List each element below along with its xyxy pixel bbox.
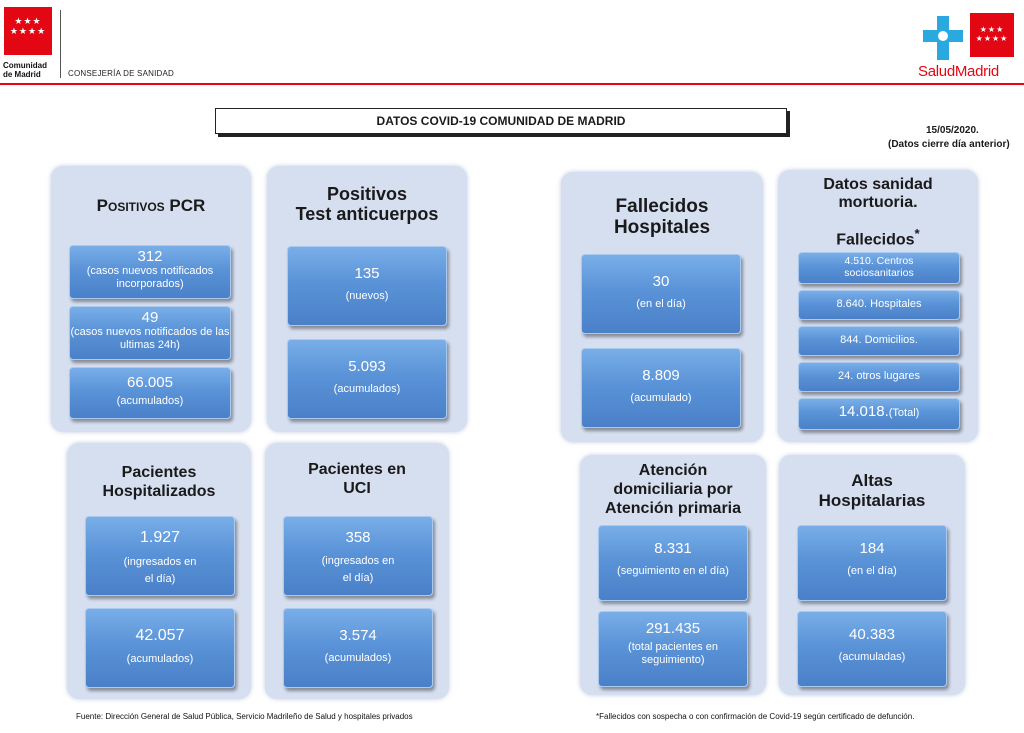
comunidad-madrid-name: Comunidad de Madrid [3,61,47,79]
panel-pacientes-hospitalizados [67,443,251,699]
panel-positivos-pcr [51,166,251,432]
stars-icon: ★★★ ★★★★ [975,25,1009,43]
stat-altas-dia: 184 (en el día) [797,525,947,601]
stat-mortuoria-total: 14.018.(Total) [798,398,960,430]
stat-mortuoria-sociosanitarios: 4.510. Centros sociosanitarios [798,252,960,284]
stat-uci-dia: 358 (ingresados en el día) [283,516,433,596]
footer-note: *Fallecidos con sospecha o con confirmación de Covid-19 según certificado de defunción. [596,712,915,721]
panel-title: Fallecidos Hospitales [613,196,711,238]
panel-title: Positivos PCR [96,196,206,215]
stat-domiciliaria-total: 291.435 (total pacientes en seguimiento) [598,611,748,687]
report-date-note: (Datos cierre día anterior) [888,139,1010,150]
stars-icon: ★★★ ★★★★ [9,17,47,37]
panel-title: Pacientes Hospitalizados [102,464,216,500]
salud-madrid-flag-icon [970,13,1014,57]
consejeria-label: CONSEJERÍA DE SANIDAD [68,69,175,78]
stat-uci-total: 3.574 (acumulados) [283,608,433,688]
panel-atencion-domiciliaria [580,455,766,695]
stat-mortuoria-domicilios: 844. Domicilios. [798,326,960,356]
panel-title: Altas Hospitalarias [818,471,926,510]
report-date: 15/05/2020. [926,125,979,136]
stat-pcr-new: 312 (casos nuevos notificados incorporados) [69,245,231,299]
header-red-line [0,83,1024,85]
panel-test-anticuerpos [267,166,467,432]
panel-fallecidos-hospitales [561,172,763,442]
stat-anticuerpos-total: 5.093 (acumulados) [287,339,447,419]
stat-mortuoria-hospitales: 8.640. Hospitales [798,290,960,320]
salud-madrid-logo-text: SaludMadrid [918,63,999,80]
stat-fallecidos-total: 8.809 (acumulado) [581,348,741,428]
panel-sanidad-mortuoria [778,170,978,442]
panel-title: Atención domiciliaria por Atención primaria [604,462,742,517]
stat-fallecidos-dia: 30 (en el día) [581,254,741,334]
panel-altas-hospitalarias [779,455,965,695]
stat-mortuoria-otros: 24. otros lugares [798,362,960,392]
stat-pcr-last24: 49 (casos nuevos notificados de las ultimas 24h) [69,306,231,360]
comunidad-madrid-flag-logo [4,7,52,55]
stat-domiciliaria-seguimiento: 8.331 (seguimiento en el día) [598,525,748,601]
stat-pcr-total: 66.005 (acumulados) [69,367,231,419]
panel-pacientes-uci [265,443,449,699]
panel-title: Positivos Test anticuerpos [295,184,439,224]
salud-madrid-cross-icon [919,14,967,62]
stat-hospitalizados-total: 42.057 (acumulados) [85,608,235,688]
header-divider [60,10,61,78]
stat-anticuerpos-new: 135 (nuevos) [287,246,447,326]
page-title: DATOS COVID-19 COMUNIDAD DE MADRID [215,108,787,134]
panel-title: Pacientes en UCI [308,461,406,497]
stat-hospitalizados-dia: 1.927 (ingresados en el día) [85,516,235,596]
stat-altas-total: 40.383 (acumuladas) [797,611,947,687]
panel-title: Datos sanidad mortuoria. [823,176,933,211]
footer-source: Fuente: Dirección General de Salud Pública, Servicio Madrileño de Salud y hospitales privados [76,712,413,721]
panel-subtitle: Fallecidos* [836,226,920,249]
